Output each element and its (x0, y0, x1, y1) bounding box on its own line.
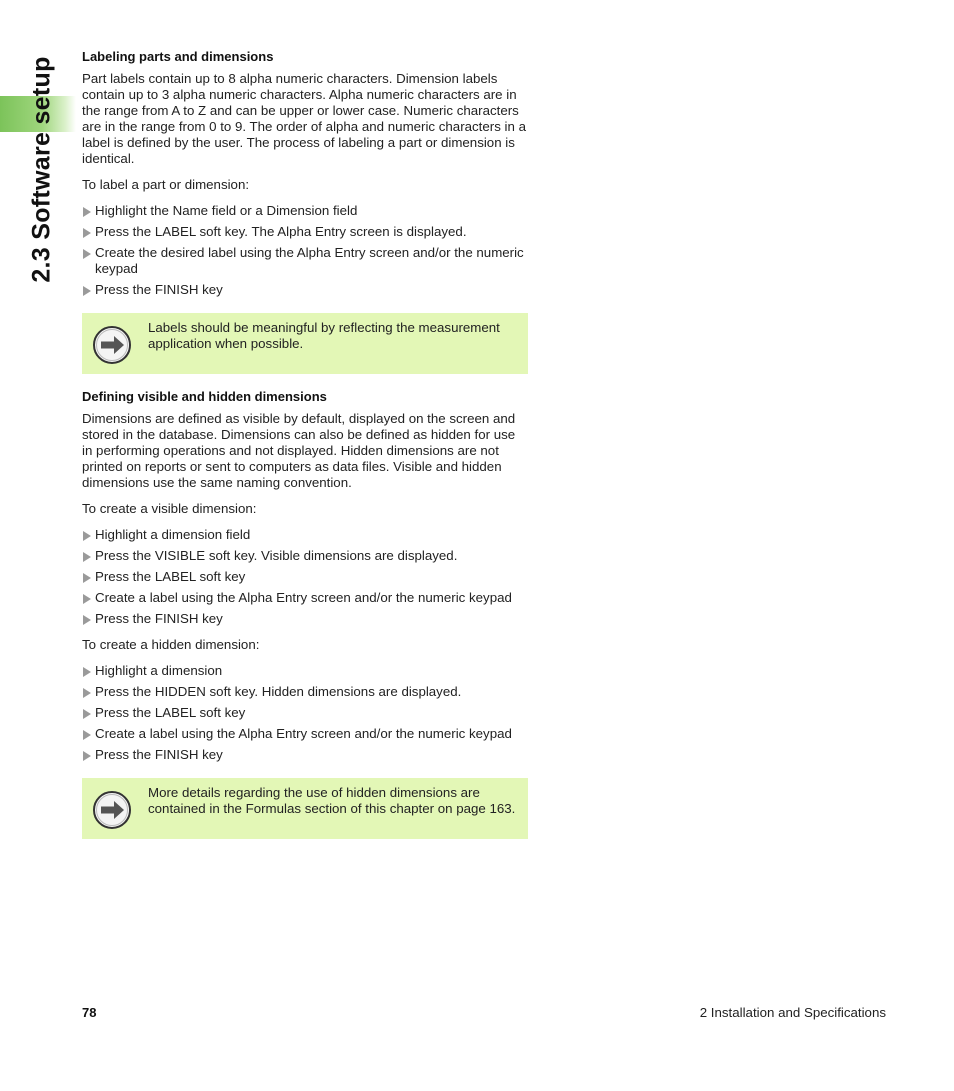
step-text: Create a label using the Alpha Entry screen and/or the numeric keypad (95, 590, 512, 605)
note-text: Labels should be meaningful by reflecting the measurement application when possible. (148, 320, 500, 351)
list-item (82, 548, 528, 564)
intro-hidden-steps: To create a hidden dimension: (82, 637, 260, 652)
step-text: Create the desired label using the Alpha Entry screen and/or the numeric keypad (95, 245, 524, 276)
step-text: Create a label using the Alpha Entry screen and/or the numeric keypad (95, 726, 512, 741)
arrow-right-circle-icon (92, 325, 132, 369)
list-item (82, 747, 528, 763)
step-list-visible (82, 527, 528, 627)
intro-visible-steps: To create a visible dimension: (82, 501, 257, 516)
main-content (82, 48, 528, 853)
step-text: Press the LABEL soft key (95, 569, 246, 584)
list-item (82, 203, 528, 219)
section-heading-visibility: Defining visible and hidden dimensions (82, 389, 327, 404)
list-item (82, 569, 528, 585)
list-item (82, 527, 528, 543)
step-text: Press the FINISH key (95, 747, 223, 762)
chapter-title: 2 Installation and Specifications (699, 1005, 886, 1020)
step-list-hidden (82, 663, 528, 763)
triangle-right-icon (83, 573, 91, 583)
step-text: Press the VISIBLE soft key. Visible dimensions are displayed. (95, 548, 458, 563)
side-section-title (18, 44, 66, 294)
triangle-right-icon (83, 615, 91, 625)
list-item (82, 663, 528, 679)
list-item (82, 224, 528, 240)
list-item (82, 611, 528, 627)
triangle-right-icon (83, 688, 91, 698)
triangle-right-icon (83, 249, 91, 259)
triangle-right-icon (83, 228, 91, 238)
arrow-right-circle-icon (92, 790, 132, 834)
triangle-right-icon (83, 751, 91, 761)
triangle-right-icon (83, 730, 91, 740)
step-list-label (82, 203, 528, 298)
note-box-hidden (82, 778, 528, 839)
step-text: Press the LABEL soft key (95, 705, 246, 720)
list-item (82, 726, 528, 742)
triangle-right-icon (83, 552, 91, 562)
step-text: Press the LABEL soft key. The Alpha Entry screen is displayed. (95, 224, 467, 239)
note-box-labels (82, 313, 528, 374)
step-text: Press the FINISH key (95, 282, 223, 297)
step-text: Press the HIDDEN soft key. Hidden dimensions are displayed. (95, 684, 462, 699)
side-section-title-text: 2.3 Software setup (27, 55, 56, 283)
triangle-right-icon (83, 709, 91, 719)
list-item (82, 590, 528, 606)
page-number: 78 (82, 1005, 97, 1020)
section-heading-labeling: Labeling parts and dimensions (82, 49, 274, 64)
step-text: Press the FINISH key (95, 611, 223, 626)
step-text: Highlight a dimension (95, 663, 223, 678)
intro-label-steps: To label a part or dimension: (82, 177, 250, 192)
step-text: Highlight the Name field or a Dimension field (95, 203, 358, 218)
triangle-right-icon (83, 531, 91, 541)
list-item (82, 705, 528, 721)
note-text: More details regarding the use of hidden dimensions are contained in the Formulas section of this chapter on page 163. (148, 785, 516, 816)
list-item (82, 245, 528, 277)
triangle-right-icon (83, 667, 91, 677)
paragraph-labeling: Part labels contain up to 8 alpha numeric characters. Dimension labels contain up to 3 alpha numeric characters. Alpha numeric characters are in the range from A to Z and can be upper or lower case. Numeric characters are in the range from 0 to 9. The order of alpha and numeric characters in a label is defined by the user. The process of labeling a part or dimension is identical. (82, 71, 526, 166)
triangle-right-icon (83, 286, 91, 296)
list-item (82, 282, 528, 298)
triangle-right-icon (83, 594, 91, 604)
paragraph-visibility: Dimensions are defined as visible by default, displayed on the screen and stored in the database. Dimensions can also be defined as hidden for use in performing operations and not displayed. Hidden dimensions are not printed on reports or sent to computers as data files. Visible and hidden dimensions use the same naming convention. (82, 411, 516, 490)
step-text: Highlight a dimension field (95, 527, 251, 542)
list-item (82, 684, 528, 700)
triangle-right-icon (83, 207, 91, 217)
